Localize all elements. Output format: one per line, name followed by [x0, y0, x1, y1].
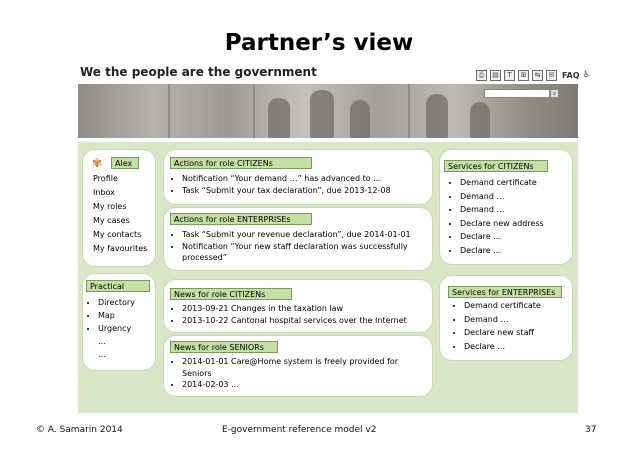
news-citizens-list	[172, 303, 436, 326]
practical-list	[88, 296, 135, 361]
service-item[interactable]: • Demand certificate	[464, 299, 541, 313]
service-item[interactable]: • Declare …	[464, 340, 541, 354]
practical-item[interactable]: …	[98, 337, 106, 346]
user-menu-item[interactable]: My roles	[93, 202, 127, 211]
news-item[interactable]: • 2013-09-21 Changes in the taxation law	[182, 303, 436, 315]
action-item[interactable]: • Task “Submit your revenue declaration”, due 2014-01-01	[182, 229, 432, 241]
accessibility-icon[interactable]: ♿	[582, 70, 591, 80]
mail-icon[interactable]: ✉	[546, 70, 557, 81]
news-item[interactable]: • 2013-10-22 Cantonal hospital services over the Internet	[182, 315, 436, 327]
user-icon: ✾	[92, 156, 103, 170]
print-icon[interactable]: ⎙	[476, 70, 487, 81]
service-item[interactable]: • Demand …	[460, 203, 544, 217]
text-size-icon[interactable]: T	[504, 70, 515, 81]
service-item[interactable]: • Demand certificate	[460, 176, 544, 190]
practical-item[interactable]: • Map	[98, 309, 135, 322]
service-item[interactable]: • Declare …	[460, 244, 544, 258]
document-icon[interactable]: ▤	[490, 70, 501, 81]
user-menu-item[interactable]: Inbox	[93, 188, 115, 197]
user-menu	[93, 172, 147, 256]
language-icon[interactable]: ⇆	[532, 70, 543, 81]
user-menu-item[interactable]: My cases	[93, 216, 130, 225]
news-seniors-header: News for role SENIORs	[170, 341, 278, 353]
actions-enterprises-list	[172, 229, 432, 264]
news-item[interactable]: • 2014-01-01 Care@Home system is freely provided for Seniors	[182, 356, 422, 379]
action-item[interactable]: • Notification “Your demand …” has advanced to …	[182, 173, 434, 185]
bookmark-icon[interactable]: ⊞	[518, 70, 529, 81]
action-item[interactable]: • Notification “Your new staff declaration was successfully processed”	[182, 241, 432, 264]
footer-title: E-government reference model v2	[222, 425, 377, 435]
user-name[interactable]: Alex	[111, 157, 139, 169]
practical-header: Practical	[86, 280, 150, 292]
page-number: 37	[585, 425, 597, 435]
services-citizens-list	[450, 176, 544, 257]
news-seniors-list	[172, 356, 422, 391]
service-item[interactable]: • Demand …	[464, 313, 541, 327]
actions-citizens-header: Actions for role CITIZENs	[170, 157, 312, 169]
service-item[interactable]: • Demand …	[460, 190, 544, 204]
service-item[interactable]: • Declare new staff	[464, 326, 541, 340]
news-item[interactable]: • 2014-02-03 …	[182, 379, 422, 391]
service-item[interactable]: • Declare …	[460, 230, 544, 244]
toolbar	[476, 68, 591, 82]
news-citizens-header: News for role CITIZENs	[170, 288, 292, 300]
search-input[interactable]	[484, 89, 550, 98]
site-title: We the people are the government	[80, 65, 317, 79]
user-menu-item[interactable]: My contacts	[93, 230, 142, 239]
services-citizens-header: Services for CITIZENs	[444, 160, 548, 172]
services-enterprises-header: Services for ENTERPRISEs	[448, 286, 562, 298]
practical-item[interactable]: • Urgency	[98, 322, 135, 335]
actions-enterprises-header: Actions for role ENTERPRISEs	[170, 213, 312, 225]
slide-title: Partner’s view	[224, 30, 414, 56]
user-menu-item[interactable]: My favourites	[93, 244, 148, 253]
service-item[interactable]: • Declare new address	[460, 217, 544, 231]
action-item[interactable]: • Task “Submit your tax declaration”, due 2013-12-08	[182, 185, 434, 197]
practical-item[interactable]: …	[98, 350, 106, 359]
search-button[interactable]: ⌕	[550, 89, 559, 98]
practical-item[interactable]: • Directory	[98, 296, 135, 309]
services-enterprises-list	[454, 299, 541, 353]
footer-copyright: © A. Samarin 2014	[36, 425, 123, 435]
user-menu-item[interactable]: Profile	[93, 174, 118, 183]
faq-link[interactable]: FAQ	[562, 70, 580, 80]
actions-citizens-list	[172, 173, 434, 196]
